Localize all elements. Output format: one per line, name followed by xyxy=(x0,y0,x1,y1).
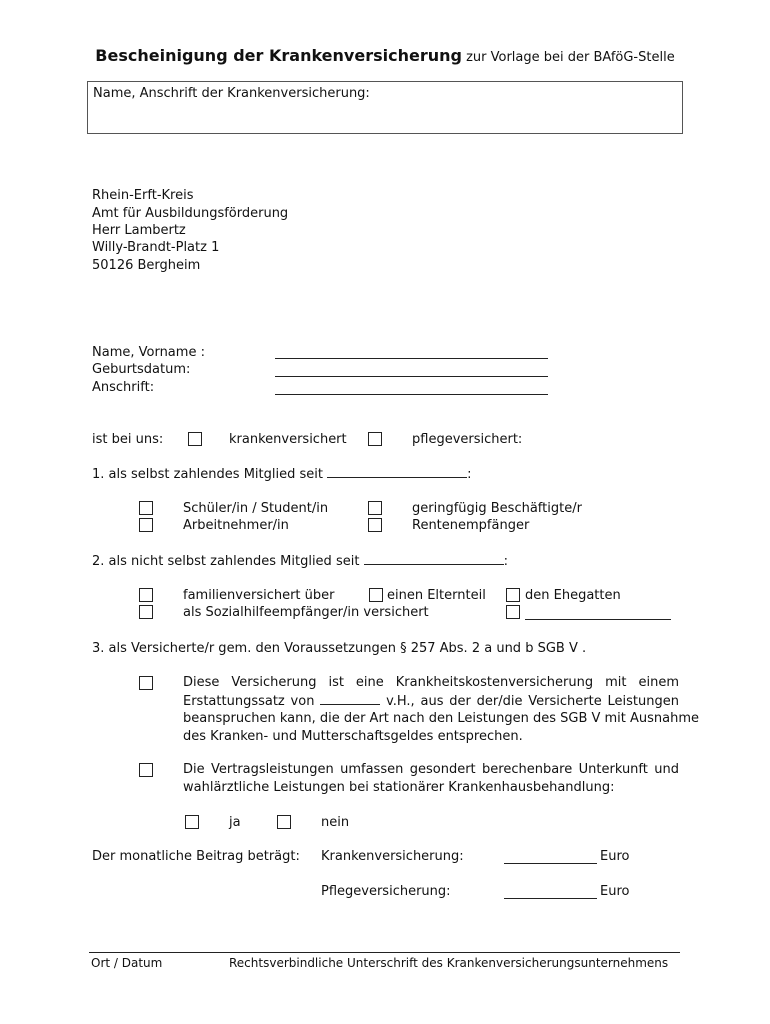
welfare-label: als Sozialhilfeempfänger/in versichert xyxy=(183,605,429,620)
cost-line: Diese Versicherung ist eine Krankheitskostenversicherung mit einem xyxy=(183,675,679,690)
section1-since-field[interactable] xyxy=(327,465,467,478)
contract-line: Die Vertragsleistungen umfassen gesondert berechenbare Unterkunft und xyxy=(183,762,679,777)
care-insured-checkbox[interactable] xyxy=(368,432,382,446)
section1-suffix: : xyxy=(467,467,472,482)
place-date-label: Ort / Datum xyxy=(91,956,163,970)
signature-label: Rechtsverbindliche Unterschrift des Krankenversicherungsunternehmens xyxy=(229,956,669,970)
contract-line: wahlärztliche Leistungen bei stationärer Krankenhausbehandlung: xyxy=(183,779,615,795)
address-field[interactable] xyxy=(275,394,548,395)
cost-line: des Kranken- und Mutterschaftsgeldes entsprechen. xyxy=(183,728,523,744)
insurer-box[interactable] xyxy=(87,81,683,134)
pensioner-checkbox[interactable] xyxy=(368,518,382,532)
parent-checkbox[interactable] xyxy=(369,588,383,602)
spouse-label: den Ehegatten xyxy=(525,588,621,603)
cost-line-a: Erstattungssatz von xyxy=(183,693,315,709)
insured-at-label: ist bei uns: xyxy=(92,432,164,447)
other-checkbox[interactable] xyxy=(506,605,520,619)
welfare-checkbox[interactable] xyxy=(139,605,153,619)
employee-label: Arbeitnehmer/in xyxy=(183,518,289,533)
care-contribution-field[interactable] xyxy=(504,898,597,899)
health-contribution-field[interactable] xyxy=(504,863,597,864)
section1-heading xyxy=(92,465,471,483)
pensioner-label: Rentenempfänger xyxy=(412,518,530,533)
health-currency: Euro xyxy=(600,849,630,864)
address-line: Amt für Ausbildungsförderung xyxy=(92,206,289,221)
minor-employed-label: geringfügig Beschäftigte/r xyxy=(412,501,582,516)
spouse-checkbox[interactable] xyxy=(506,588,520,602)
no-label: nein xyxy=(321,815,350,830)
contract-services-checkbox[interactable] xyxy=(139,763,153,777)
care-contribution-label: Pflegeversicherung: xyxy=(321,884,451,899)
health-insured-checkbox[interactable] xyxy=(188,432,202,446)
title-main: Bescheinigung der Krankenversicherung xyxy=(95,46,462,65)
other-field[interactable] xyxy=(525,619,671,620)
address-line: 50126 Bergheim xyxy=(92,258,201,273)
title-sub: zur Vorlage bei der BAföG-Stelle xyxy=(466,50,675,65)
section1-prefix: 1. als selbst zahlendes Mitglied seit xyxy=(92,467,323,482)
yes-label: ja xyxy=(229,815,241,830)
cost-line-b: v.H., aus der der/die Versicherte Leistungen xyxy=(386,693,679,709)
family-insured-label: familienversichert über xyxy=(183,588,335,603)
cost-insurance-checkbox[interactable] xyxy=(139,676,153,690)
insurer-box-label: Name, Anschrift der Krankenversicherung: xyxy=(93,86,370,101)
name-label: Name, Vorname : xyxy=(92,345,205,360)
student-label: Schüler/in / Student/in xyxy=(183,501,329,516)
student-checkbox[interactable] xyxy=(139,501,153,515)
cost-line: beanspruchen kann, die der Art nach den Leistungen des SGB V mit Ausnahme xyxy=(183,711,700,727)
section2-heading xyxy=(92,552,508,570)
address-line: Rhein-Erft-Kreis xyxy=(92,188,194,203)
care-insured-label: pflegeversichert: xyxy=(412,432,523,447)
no-checkbox[interactable] xyxy=(277,815,291,829)
care-currency: Euro xyxy=(600,884,630,899)
employee-checkbox[interactable] xyxy=(139,518,153,532)
cost-insurance-text xyxy=(183,674,700,745)
section2-suffix: : xyxy=(503,554,508,569)
name-field[interactable] xyxy=(275,358,548,359)
health-contribution-label: Krankenversicherung: xyxy=(321,849,464,864)
health-insured-label: krankenversichert xyxy=(229,432,347,447)
section2-since-field[interactable] xyxy=(364,552,504,565)
yes-checkbox[interactable] xyxy=(185,815,199,829)
section3-heading: 3. als Versicherte/r gem. den Voraussetzungen § 257 Abs. 2 a und b SGB V . xyxy=(92,641,587,656)
birthdate-field[interactable] xyxy=(275,376,548,377)
contribution-label: Der monatliche Beitrag beträgt: xyxy=(92,849,300,864)
address-line: Herr Lambertz xyxy=(92,223,186,238)
refund-rate-field[interactable] xyxy=(320,692,380,705)
family-insured-checkbox[interactable] xyxy=(139,588,153,602)
section2-prefix: 2. als nicht selbst zahlendes Mitglied seit xyxy=(92,554,360,569)
form-title xyxy=(0,45,770,69)
address-line: Willy-Brandt-Platz 1 xyxy=(92,240,220,255)
signature-line[interactable] xyxy=(89,952,680,953)
minor-employed-checkbox[interactable] xyxy=(368,501,382,515)
cost-line xyxy=(183,692,679,711)
birthdate-label: Geburtsdatum: xyxy=(92,362,191,377)
parent-label: einen Elternteil xyxy=(387,588,486,603)
contract-services-text xyxy=(183,761,679,796)
address-label: Anschrift: xyxy=(92,380,155,395)
